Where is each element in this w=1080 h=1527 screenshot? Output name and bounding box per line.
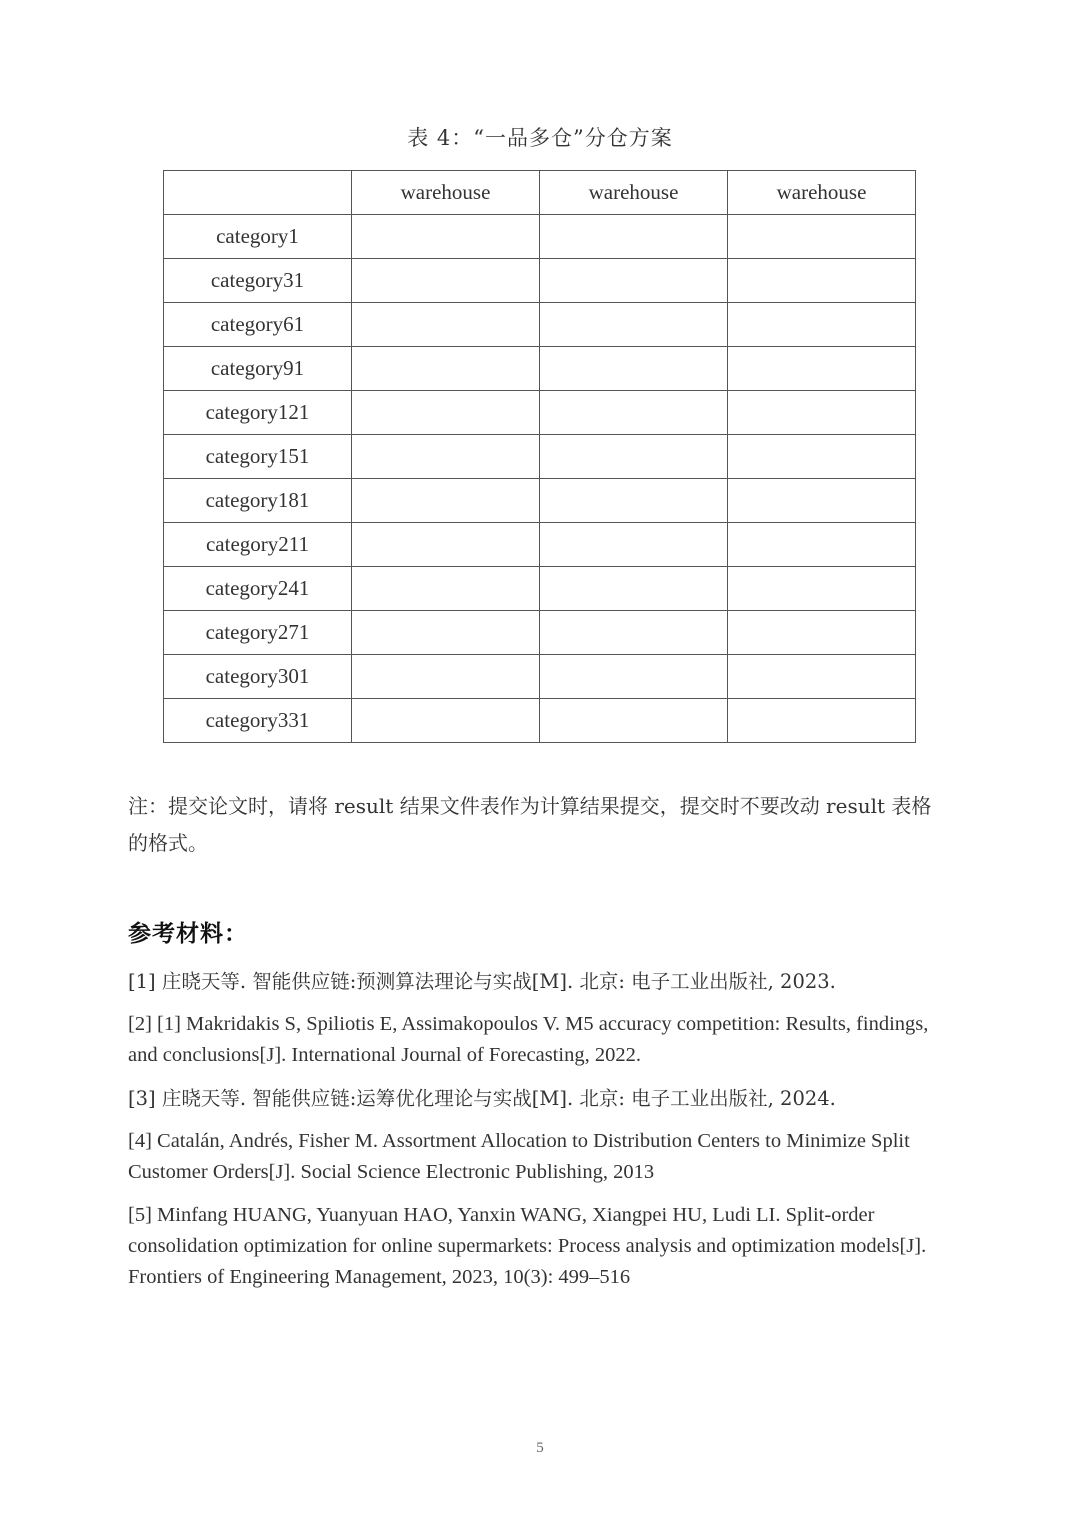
header-cell-corner xyxy=(164,171,352,215)
empty-cell xyxy=(540,347,728,391)
table-row xyxy=(164,303,916,347)
header-cell-warehouse: warehouse xyxy=(352,171,540,215)
empty-cell xyxy=(728,479,916,523)
empty-cell xyxy=(728,215,916,259)
empty-cell xyxy=(540,611,728,655)
page-number: 5 xyxy=(536,1440,544,1456)
reference-item: [4] Catalán, Andrés, Fisher M. Assortment Allocation to Distribution Centers to Minimize Split Customer Orders[J]. Social Science Electronic Publishing, 2013 xyxy=(128,1130,910,1183)
table-caption: 表 4：“一品多仓”分仓方案 xyxy=(407,126,673,150)
row-label: category271 xyxy=(164,611,352,655)
empty-cell xyxy=(352,259,540,303)
reference-item: [1] 庄晓天等. 智能供应链:预测算法理论与实战[M]. 北京: 电子工业出版社, 2023. xyxy=(128,970,836,993)
empty-cell xyxy=(728,347,916,391)
empty-cell xyxy=(352,347,540,391)
empty-cell xyxy=(728,391,916,435)
empty-cell xyxy=(352,655,540,699)
empty-cell xyxy=(540,435,728,479)
table-row xyxy=(164,523,916,567)
empty-cell xyxy=(728,259,916,303)
row-label: category331 xyxy=(164,699,352,743)
table-row xyxy=(164,567,916,611)
row-label: category61 xyxy=(164,303,352,347)
empty-cell xyxy=(540,259,728,303)
empty-cell xyxy=(352,391,540,435)
empty-cell xyxy=(352,523,540,567)
empty-cell xyxy=(352,699,540,743)
empty-cell xyxy=(728,303,916,347)
reference-item: [2] [1] Makridakis S, Spiliotis E, Assimakopoulos V. M5 accuracy competition: Results, findings, and conclusions[J]. International Journal of Forecasting, 2022. xyxy=(128,1013,929,1066)
empty-cell xyxy=(352,567,540,611)
reference-item: [3] 庄晓天等. 智能供应链:运筹优化理论与实战[M]. 北京: 电子工业出版社, 2024. xyxy=(128,1087,836,1110)
empty-cell xyxy=(540,523,728,567)
empty-cell xyxy=(352,215,540,259)
reference-item: [5] Minfang HUANG, Yuanyuan HAO, Yanxin WANG, Xiangpei HU, Ludi LI. Split-order consolidation optimization for online supermarkets: Process analysis and optimization models[J]. Frontiers of Engineering Management, 2023, 10(3): 499–516 xyxy=(128,1204,927,1288)
empty-cell xyxy=(728,611,916,655)
empty-cell xyxy=(540,699,728,743)
empty-cell xyxy=(728,523,916,567)
empty-cell xyxy=(728,655,916,699)
row-label: category31 xyxy=(164,259,352,303)
table-row xyxy=(164,347,916,391)
row-label: category241 xyxy=(164,567,352,611)
table-row xyxy=(164,655,916,699)
empty-cell xyxy=(728,699,916,743)
table-row xyxy=(164,611,916,655)
empty-cell xyxy=(540,479,728,523)
empty-cell xyxy=(540,303,728,347)
submission-note: 注：提交论文时，请将 result 结果文件表作为计算结果提交，提交时不要改动 result 表格的格式。 xyxy=(128,794,932,855)
empty-cell xyxy=(540,215,728,259)
empty-cell xyxy=(352,479,540,523)
row-label: category181 xyxy=(164,479,352,523)
table-row xyxy=(164,699,916,743)
references-list xyxy=(128,966,963,1305)
table-row xyxy=(164,435,916,479)
empty-cell xyxy=(352,435,540,479)
empty-cell xyxy=(728,567,916,611)
empty-cell xyxy=(540,391,728,435)
table-row xyxy=(164,259,916,303)
empty-cell xyxy=(352,611,540,655)
header-cell-warehouse: warehouse xyxy=(540,171,728,215)
table-header-row xyxy=(164,171,916,215)
empty-cell xyxy=(540,567,728,611)
row-label: category211 xyxy=(164,523,352,567)
table-row xyxy=(164,391,916,435)
empty-cell xyxy=(728,435,916,479)
empty-cell xyxy=(352,303,540,347)
row-label: category121 xyxy=(164,391,352,435)
header-cell-warehouse: warehouse xyxy=(728,171,916,215)
table-row xyxy=(164,479,916,523)
table-row xyxy=(164,215,916,259)
row-label: category151 xyxy=(164,435,352,479)
row-label: category301 xyxy=(164,655,352,699)
allocation-table xyxy=(163,170,916,743)
row-label: category91 xyxy=(164,347,352,391)
row-label: category1 xyxy=(164,215,352,259)
empty-cell xyxy=(540,655,728,699)
references-heading: 参考材料： xyxy=(128,920,248,947)
